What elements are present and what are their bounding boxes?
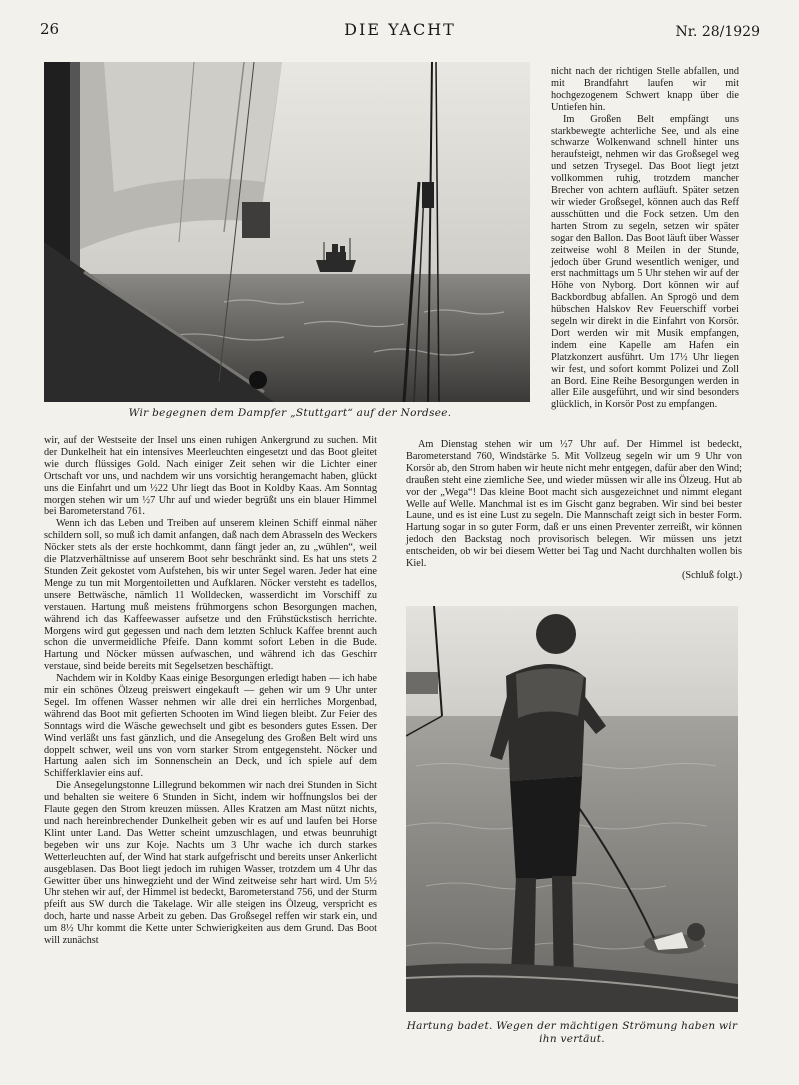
- caption-line: ihn vertäut.: [539, 1033, 605, 1045]
- issue-number: Nr. 28/1929: [675, 24, 760, 40]
- steamer-photo: [44, 62, 530, 402]
- bathing-photo-caption: [402, 1020, 742, 1046]
- bathing-photo: [406, 606, 738, 1012]
- page-header: [40, 20, 760, 44]
- steamer-photo-caption: Wir begegnen dem Dampfer „Stuttgart“ auf der Nordsee.: [128, 407, 452, 419]
- left-column-text: [44, 435, 377, 947]
- paragraph: Nachdem wir in Koldby Kaas einige Besorgungen erledigt haben — ich habe mir ein schönes Ölzeug preiswert eingekauft — gehen wir um 9 Uhr unter Segel. Im offenen Wasser nehmen wir alle drei ein herrliches Morgenbad, während das Boot mit gefierten Schooten im Wind liegen bleibt. Zur Feier des Sonntags wird die Wäsche gewechselt und gibt es besonders gutes Essen. Der Wind verläßt uns fast gänzlich, und die Ansegelung des Großen Belt wird uns doppelt schwer, weil uns von vorn starker Strom entgegensteht. Nöcker und Hartung aalen sich im Sonnenschein an Deck, und ich spiele auf dem Schifferklavier eins auf.: [44, 673, 377, 780]
- right-column-mid-text: [406, 439, 742, 582]
- paragraph: wir, auf der Westseite der Insel uns einen ruhigen Ankergrund zu suchen. Mit der Dunkelheit hat ein intensives Meerleuchten eingesetzt und das Boot gleitet wie durch flüssiges Gold. Nach einiger Zeit sehen wir die Lichter einer Ortschaft vor uns, und nachdem wir uns vorsichtig herangemacht haben, glückt uns die Einfahrt und um ½22 Uhr liegt das Boot in Koldby Kaas. Am Sonntag morgen stehen wir um ½7 Uhr auf und wieder begrüßt uns ein blauer Himmel bei Barometerstand 761.: [44, 435, 377, 518]
- paragraph: Im Großen Belt empfängt uns starkbewegte achterliche See, und als eine schwarze Wolkenwand schnell hinter uns heraufsteigt, nehmen wir das Großsegel weg und setzen Trysegel. Das Boot liegt jetzt vollkommen ruhig, trotzdem mancher Brecher von achtern aufläuft. Später setzen wir wieder Großsegel, können auch das Reff ausschütten und die Fock setzen. Um den harten Strom zu segeln, setzen wir später sogar den Ballon. Das Boot läuft über Wasser zeitweise wohl 8 Meilen in der Stunde, jedoch über Grund wesentlich weniger, und erst nachmittags um 5 Uhr stehen wir auf der Höhe von Nyborg. Dort können wir auf Backbordbug abfallen. An Sprogö und dem hübschen Halskov Rev Feuerschiff vorbei segeln wir direkt in die Einfahrt von Korsör. Dort werden wir mit Musik empfangen, indem eine Kapelle am Hafen ein Platzkonzert ausführt. Um 17½ Uhr liegen wir fest, und sofort kommt Polizei und Zoll an Bord. Eine Reihe Besorgungen werden in aller Eile ausgeführt, und wir sind besonders glücklich, in Korsör Post zu empfangen.: [551, 113, 739, 411]
- closing-note: (Schluß folgt.): [681, 569, 742, 581]
- magazine-title: DIE YACHT: [344, 20, 456, 39]
- right-column-top-text: [551, 66, 739, 411]
- paragraph: Wenn ich das Leben und Treiben auf unserem kleinen Schiff einmal näher schildern soll, so muß ich damit anfangen, daß nach dem Abrasseln des Weckers Nöcker stets als der erste hochkommt, dann fängt jeder an, zu „wühlen“, weil die Platzverhältnisse auf unserem Boot sehr beschränkt sind. Es hat uns stets 2 Stunden Zeit gekostet vom Aufstehen, bis wir unter Segel waren. Jeder hat eine Menge zu tun mit Morgentoiletten und Aufklaren. Nöcker versteht es tadellos, unsere Bettwäsche, nämlich 11 Wolldecken, wasserdicht im Vorschiff zu verstauen. Hartung muß meistens frühmorgens schon Besorgungen machen, während ich das Kaffeewasser aufsetze und den Frühstückstisch herrichte. Morgens wird gut gegessen und nach dem letzten Schluck Kaffee brennt auch schon die unvermeidliche Pfeife. Dann kommt sofort Leben in die Bude. Hartung und Nöcker müssen aufwaschen, und während ich das Geschirr verstaue, sind beide bereits mit Segelsetzen beschäftigt.: [44, 518, 377, 673]
- paragraph: nicht nach der richtigen Stelle abfallen, und mit Brandfahrt laufen wir mit hochgezogenem Schwert knapp über die Untiefen hin.: [551, 66, 739, 113]
- paragraph: Am Dienstag stehen wir um ½7 Uhr auf. Der Himmel ist bedeckt, Barometerstand 760, Windstärke 5. Mit Vollzeug segeln wir um 9 Uhr von Korsör ab, den Strom haben wir heute nicht mehr entgegen, dafür aber den Wind; draußen steht eine ziemliche See, und wieder müssen wir alle ins Ölzeug. Hut ab vor der „Wega“! Das kleine Boot macht sich ausgezeichnet und nimmt elegant Welle auf Welle. Manchmal ist es im Gischt ganz begraben. Wir sind bei bester Laune, und es ist eine Lust zu segeln. Die Mannschaft zeigt sich in bester Form. Hartung sogar in so guter Form, daß er uns einen Preventer zerreißt, wir können jedoch den Backstag noch provisorisch belegen. Wir müssen uns jetzt entscheiden, ob wir bei diesem Wetter bei Tag und Nacht durchhalten wollen bis Kiel.: [406, 439, 742, 570]
- page-number: 26: [40, 20, 60, 38]
- caption-line: Hartung badet. Wegen der mächtigen Strömung haben wir: [406, 1020, 738, 1032]
- paragraph: Die Ansegelungstonne Lillegrund bekommen wir nach drei Stunden in Sicht und behalten sie weitere 6 Stunden in Sicht, indem wir hoffnungslos bei der Flaute gegen den Strom kreuzen müssen. Alles Kratzen am Mast nützt nichts, und nach hereinbrechender Dunkelheit geben wir es auf und laufen bei Horse Klint unter Land. Das Wetter scheint umzuschlagen, und etwas beunruhigt begeben wir uns zur Koje. Nachts um 3 Uhr wache ich durch starkes Wetterleuchten auf, der Wind hat stark aufgefrischt und bereits unser Ankerlicht ausgeblasen. Das Boot liegt jedoch im ruhigen Wasser, trotzdem um 4 Uhr das Gewitter über uns hinwegzieht und der Wind zeitweise sehr hart wird. Um 5½ Uhr stehen wir auf, der Himmel ist bedeckt, Barometerstand 756, und der Sturm pfeift aus SW durch die Takelage. Wir alle steigen ins Ölzeug, verspricht es doch, harte und nasse Arbeit zu geben. Das Großsegel reffen wir stark ein, und um 8½ Uhr kommt die Kette unter Schwierigkeiten aus dem Grund. Das Boot will zunächst: [44, 780, 377, 947]
